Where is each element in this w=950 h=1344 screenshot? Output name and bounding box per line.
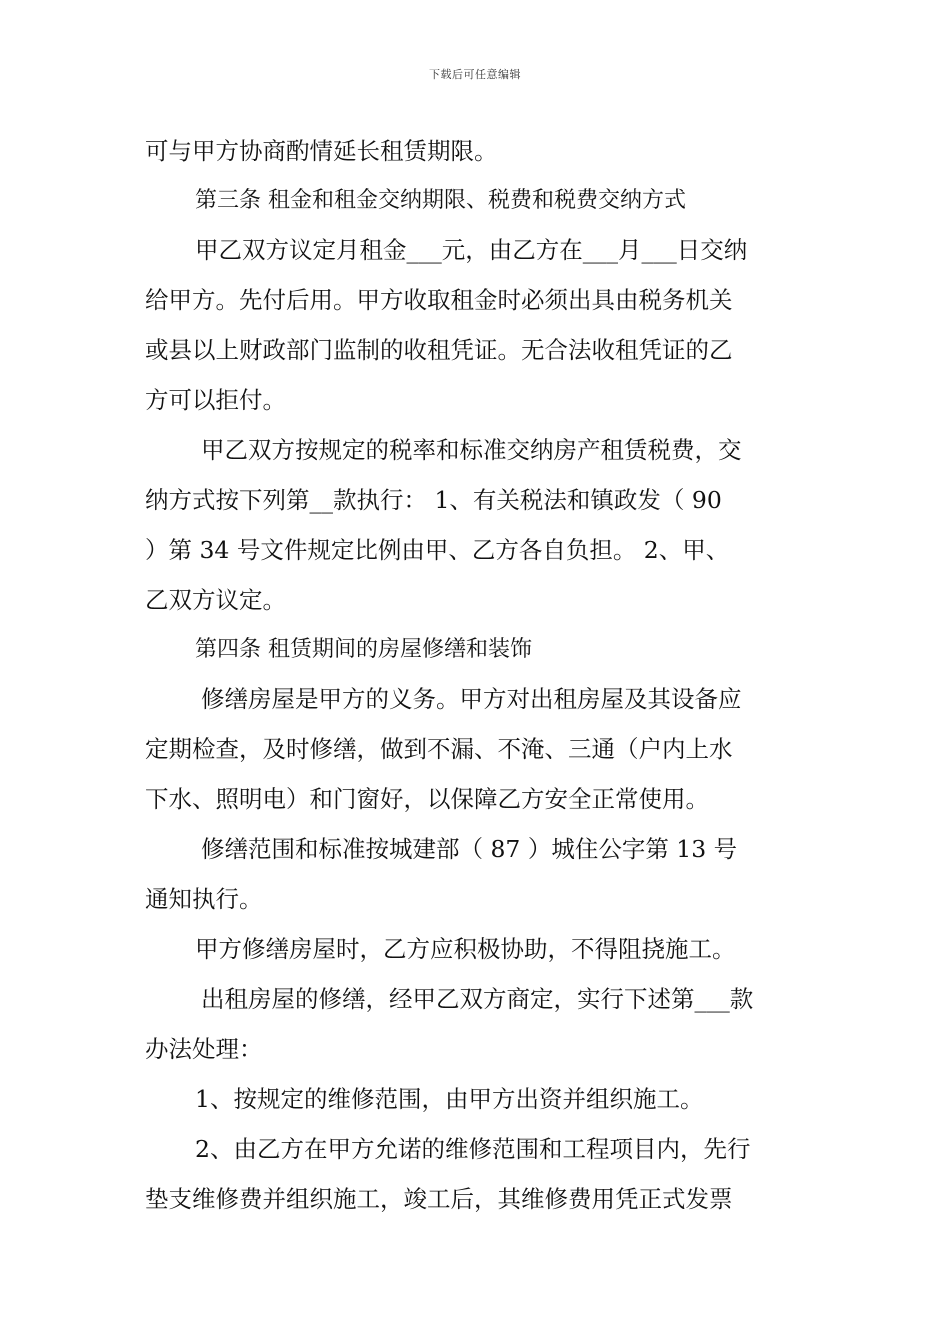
section-heading: 第四条 租赁期间的房屋修缮和装饰 [195, 637, 532, 662]
paragraph-line: 甲乙双方按规定的税率和标准交纳房产租赁税费，交 [201, 436, 742, 464]
paragraph-line: 给甲方。先付后用。甲方收取租金时必须出具由税务机关 [145, 286, 733, 314]
list-item: 2、由乙方在甲方允诺的维修范围和工程项目内，先行 [195, 1135, 751, 1163]
paragraph-line: 乙双方议定。 [145, 586, 286, 614]
paragraph-line: 定期检查，及时修缮，做到不漏、不淹、三通（户内上水 [145, 735, 733, 763]
paragraph-line: 垫支维修费并组织施工，竣工后，其维修费用凭正式发票 [145, 1185, 733, 1213]
document-body [145, 126, 807, 1224]
paragraph-line: 通知执行。 [145, 885, 263, 913]
section-heading: 第三条 租金和租金交纳期限、税费和税费交纳方式 [195, 188, 686, 213]
paragraph-line: 出租房屋的修缮，经甲乙双方商定，实行下述第___款 [201, 985, 754, 1013]
paragraph-line: 办法处理： [145, 1035, 263, 1063]
paragraph-line: 甲乙双方议定月租金___元，由乙方在___月___日交纳 [195, 236, 748, 264]
list-item: 1、按规定的维修范围，由甲方出资并组织施工。 [195, 1085, 704, 1113]
page-header-note: 下载后可任意编辑 [429, 68, 521, 81]
paragraph-line: 修缮房屋是甲方的义务。甲方对出租房屋及其设备应 [201, 685, 742, 713]
paragraph-line: 纳方式按下列第__款执行： 1、有关税法和镇政发（ 90 [145, 486, 722, 514]
paragraph-line: 修缮范围和标准按城建部（ 87 ）城住公字第 13 号 [201, 835, 738, 863]
paragraph-line: 方可以拒付。 [145, 386, 286, 414]
paragraph-line: 可与甲方协商酌情延长租赁期限。 [145, 137, 498, 165]
paragraph-line: 或县以上财政部门监制的收租凭证。无合法收租凭证的乙 [145, 336, 733, 364]
paragraph-line: ）第 34 号文件规定比例由甲、乙方各自负担。 2、甲、 [145, 536, 730, 564]
paragraph-line: 下水、照明电）和门窗好，以保障乙方安全正常使用。 [145, 785, 709, 813]
paragraph-line: 甲方修缮房屋时，乙方应积极协助，不得阻挠施工。 [195, 935, 736, 963]
